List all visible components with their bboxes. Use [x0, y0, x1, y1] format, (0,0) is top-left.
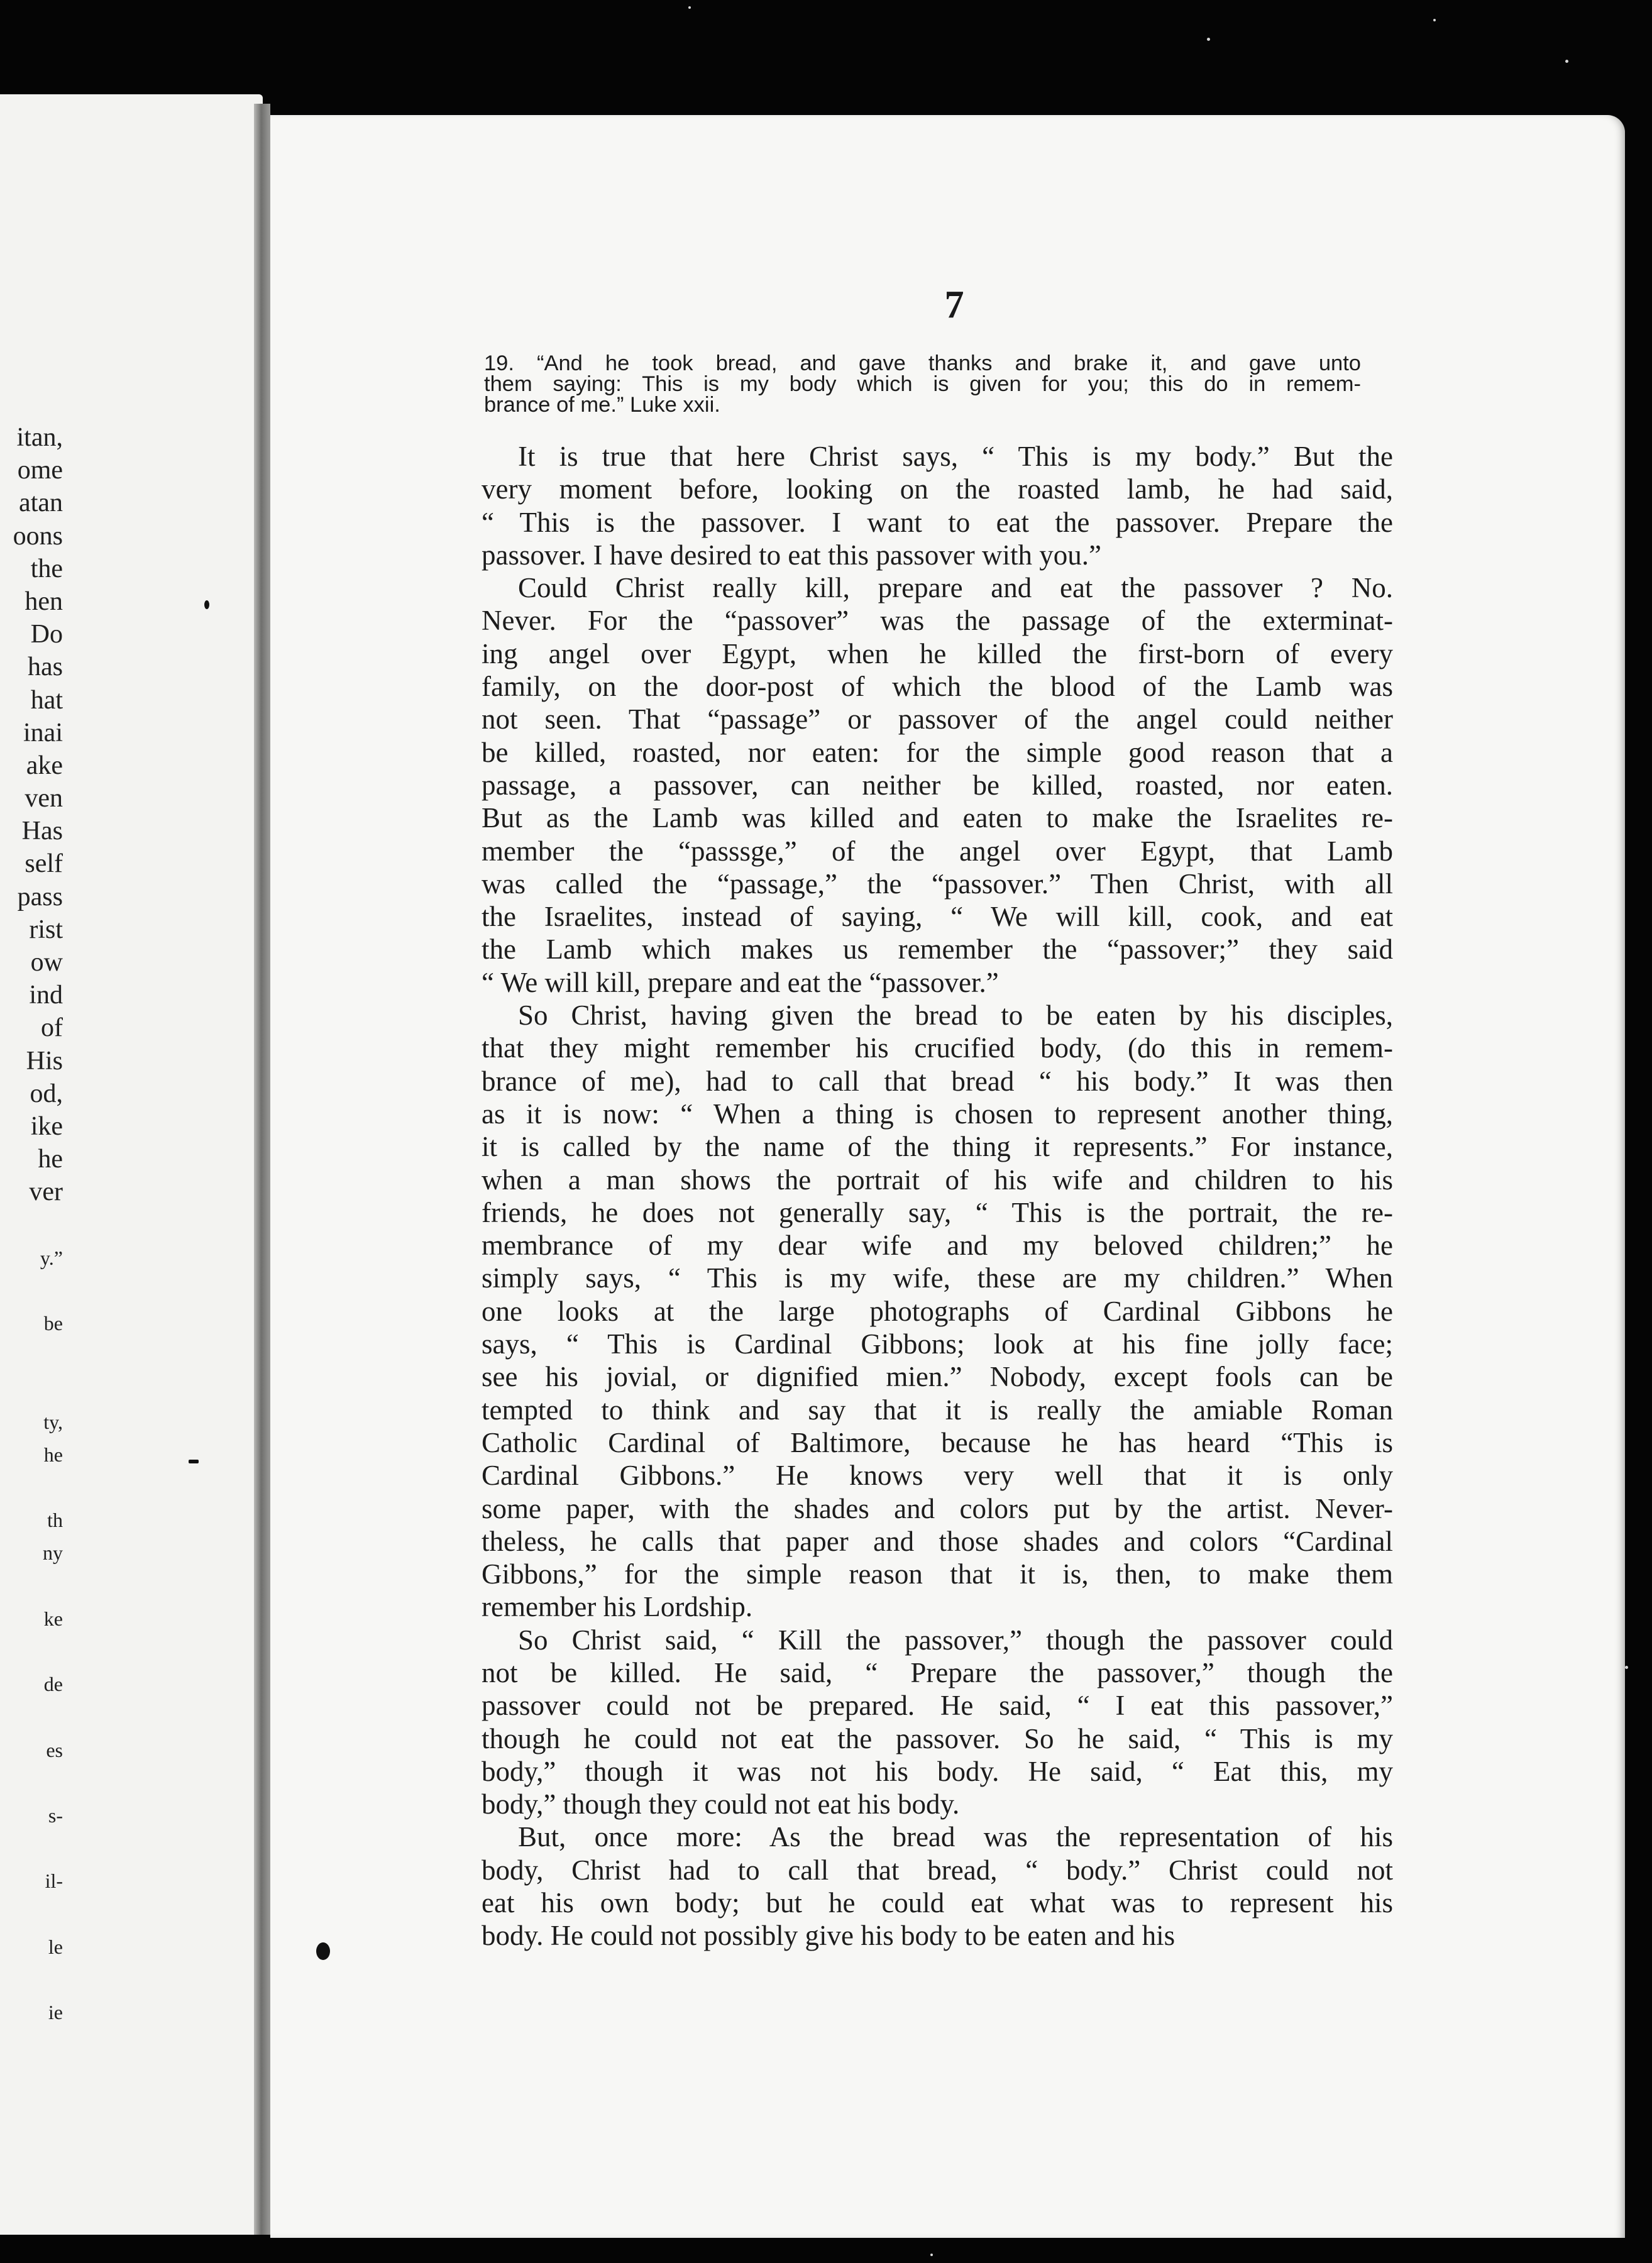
left-page-fragment: [0, 1209, 63, 1242]
paragraph-line: So Christ said, “ Kill the passover,” though the passover could: [518, 1624, 1393, 1656]
paragraph-line: though he could not eat the passover. So he said, “ This is my: [482, 1722, 1393, 1754]
paragraph-line: Gibbons,” for the simple reason that it is, then, to make them: [482, 1558, 1393, 1590]
film-speck: [688, 6, 691, 9]
left-page-fragment: th: [47, 1509, 63, 1532]
left-page-fragment: [0, 1340, 63, 1372]
left-page-fragment: ike: [30, 1111, 63, 1141]
left-page-fragment: [0, 1372, 63, 1405]
left-page-fragment: Has: [21, 817, 63, 846]
left-page-fragment: be: [43, 1312, 63, 1335]
paragraph-line: very moment before, looking on the roasted lamb, he had said,: [482, 473, 1393, 505]
left-page-fragment: he: [43, 1443, 63, 1466]
left-page-fragment: self: [25, 849, 63, 879]
left-page-fragment: y.”: [40, 1246, 63, 1269]
left-page-fragment: ven: [25, 784, 63, 813]
paragraph-line: passover. I have desired to eat this passover with you.”: [482, 539, 1102, 571]
paragraph-line: ing angel over Egypt, when he killed the first-born of every: [482, 637, 1393, 669]
quote-line: 19. “And he took bread, and gave thanks and brake it, and gave unto: [484, 351, 1361, 375]
paragraph-line: not be killed. He said, “ Prepare the passover,” though the: [482, 1656, 1393, 1688]
left-page-fragment: inai: [23, 718, 63, 747]
scripture-quote: [484, 353, 1361, 416]
left-page-fragment: [0, 1897, 63, 1930]
left-page-fragment: [0, 1832, 63, 1864]
paragraph-line: body,” though they could not eat his body.: [482, 1788, 960, 1820]
paragraph-line: body,” though it was not his body. He said, “ Eat this, my: [482, 1755, 1393, 1787]
left-page-text-fragments: [0, 421, 63, 2029]
left-page-fragment: atan: [19, 488, 63, 518]
left-page-fragment: le: [48, 1935, 63, 1958]
quote-line: brance of me.” Luke xxii.: [484, 393, 720, 417]
left-page-fragment: s-: [48, 1803, 63, 1827]
left-page-fragment: His: [26, 1046, 63, 1076]
paragraph-line: the Lamb which makes us remember the “passover;” they said: [482, 933, 1393, 966]
left-facing-page: [0, 94, 263, 2235]
film-speck: [1433, 19, 1436, 21]
quote-line: them saying: This is my body which is given for you; this do in remem-: [484, 372, 1361, 396]
paragraph-line: brance of me), had to call that bread “ his body.” It was then: [482, 1065, 1393, 1097]
left-page-fragment: ty,: [43, 1410, 63, 1433]
paragraph-line: passage, a passover, can neither be killed, roasted, nor eaten.: [482, 769, 1393, 801]
left-page-fragment: pass: [17, 882, 63, 911]
paragraph-line: But, once more: As the bread was the representation of his: [518, 1821, 1393, 1853]
ink-blot: [316, 1942, 330, 1960]
left-page-fragment: ver: [29, 1177, 63, 1207]
page-gutter-shadow: [254, 104, 270, 2235]
paragraph-line: member the “passsge,” of the angel over Egypt, that Lamb: [482, 835, 1393, 867]
film-speck: [1625, 1666, 1628, 1669]
paragraph-line: that they might remember his crucified body, (do this in remem-: [482, 1032, 1393, 1064]
paragraph-line: theless, he calls that paper and those shades and colors “Cardinal: [482, 1525, 1393, 1557]
paragraph-line: Never. For the “passover” was the passage of the exterminat-: [482, 605, 1393, 637]
left-page-fragment: [0, 1700, 63, 1733]
paragraph-line: one looks at the large photographs of Cardinal Gibbons he: [482, 1295, 1393, 1327]
left-page-fragment: Do: [30, 620, 63, 649]
left-page-fragment: oons: [13, 521, 63, 551]
paragraph-line: as it is now: “ When a thing is chosen to represent another thing,: [482, 1098, 1393, 1130]
body-text: [482, 440, 1393, 1952]
paragraph-line: friends, he does not generally say, “ This is the portrait, the re-: [482, 1196, 1393, 1228]
film-speck: [1207, 38, 1210, 41]
page-number: 7: [944, 284, 964, 326]
paragraph-line: the Israelites, instead of saying, “ We will kill, cook, and eat: [482, 901, 1393, 933]
left-page-fragment: ake: [26, 751, 63, 780]
paragraph-line: see his jovial, or dignified mien.” Nobody, except fools can be: [482, 1361, 1393, 1393]
left-page-fragment: hat: [30, 685, 63, 715]
paragraph-line: membrance of my dear wife and my beloved children;” he: [482, 1230, 1393, 1262]
left-page-fragment: [0, 1471, 63, 1504]
left-page-fragment: of: [41, 1013, 63, 1043]
paragraph-line: “ This is the passover. I want to eat the passover. Prepare the: [482, 506, 1393, 538]
paragraph-line: eat his own body; but he could eat what was to represent his: [482, 1887, 1393, 1919]
paragraph-line: Catholic Cardinal of Baltimore, because he has heard “This is: [482, 1426, 1393, 1458]
paragraph-line: some paper, with the shades and colors put by the artist. Never-: [482, 1492, 1393, 1524]
left-page-fragment: the: [30, 554, 63, 583]
left-page-fragment: ow: [30, 948, 63, 977]
paragraph-line: family, on the door-post of which the blood of the Lamb was: [482, 671, 1393, 703]
left-page-fragment: itan,: [16, 423, 63, 452]
left-page-fragment: has: [28, 652, 63, 682]
paragraph-line: it is called by the name of the thing it represents.” For instance,: [482, 1131, 1393, 1163]
left-page-fragment: ome: [17, 456, 63, 485]
left-page-fragment: od,: [30, 1079, 63, 1108]
paragraph-line: “ We will kill, prepare and eat the “passover.”: [482, 966, 999, 998]
left-page-fragment: he: [38, 1145, 63, 1174]
film-speck: [1565, 60, 1568, 63]
left-page-fragment: ny: [43, 1541, 63, 1565]
paragraph-line: So Christ, having given the bread to be eaten by his disciples,: [518, 999, 1393, 1032]
paragraph-line: when a man shows the portrait of his wife and children to his: [482, 1164, 1393, 1196]
left-page-fragment: [0, 1570, 63, 1602]
paragraph-line: But as the Lamb was killed and eaten to make the Israelites re-: [482, 802, 1393, 834]
left-page-fragment: [0, 1766, 63, 1799]
paragraph-line: Cardinal Gibbons.” He knows very well that it is only: [482, 1460, 1393, 1492]
ink-mark: [204, 600, 209, 609]
paragraph-line: body. He could not possibly give his body to be eaten and his: [482, 1920, 1176, 1952]
left-page-fragment: es: [46, 1738, 63, 1761]
ink-mark: [189, 1460, 199, 1463]
paragraph-line: Could Christ really kill, prepare and eat the passover ? No.: [518, 572, 1393, 604]
paragraph-line: not seen. That “passage” or passover of the angel could neither: [482, 703, 1393, 735]
left-page-fragment: hen: [25, 586, 63, 616]
paragraph-line: be killed, roasted, nor eaten: for the simple good reason that a: [482, 736, 1393, 768]
left-page-fragment: [0, 1274, 63, 1307]
left-page-fragment: ke: [43, 1607, 63, 1630]
paragraph-line: body, Christ had to call that bread, “ body.” Christ could not: [482, 1854, 1393, 1886]
paragraph-line: tempted to think and say that it is really the amiable Roman: [482, 1394, 1393, 1426]
left-page-fragment: de: [43, 1673, 63, 1696]
left-page-fragment: rist: [29, 915, 63, 944]
paragraph-line: was called the “passage,” the “passover.” Then Christ, with all: [482, 867, 1393, 900]
left-page-fragment: ie: [48, 2001, 63, 2023]
paragraph-line: remember his Lordship.: [482, 1591, 753, 1623]
left-page-fragment: ind: [29, 981, 63, 1010]
paragraph-line: simply says, “ This is my wife, these are my children.” When: [482, 1262, 1393, 1294]
film-speck: [930, 2254, 933, 2256]
paragraph-line: passover could not be prepared. He said, “ I eat this passover,”: [482, 1690, 1393, 1722]
paragraph-line: It is true that here Christ says, “ This is my body.” But the: [518, 441, 1393, 472]
paragraph-line: says, “ This is Cardinal Gibbons; look at his fine jolly face;: [482, 1328, 1393, 1360]
left-page-fragment: [0, 1635, 63, 1668]
left-page-fragment: [0, 1963, 63, 1996]
left-page-fragment: il-: [45, 1869, 63, 1893]
